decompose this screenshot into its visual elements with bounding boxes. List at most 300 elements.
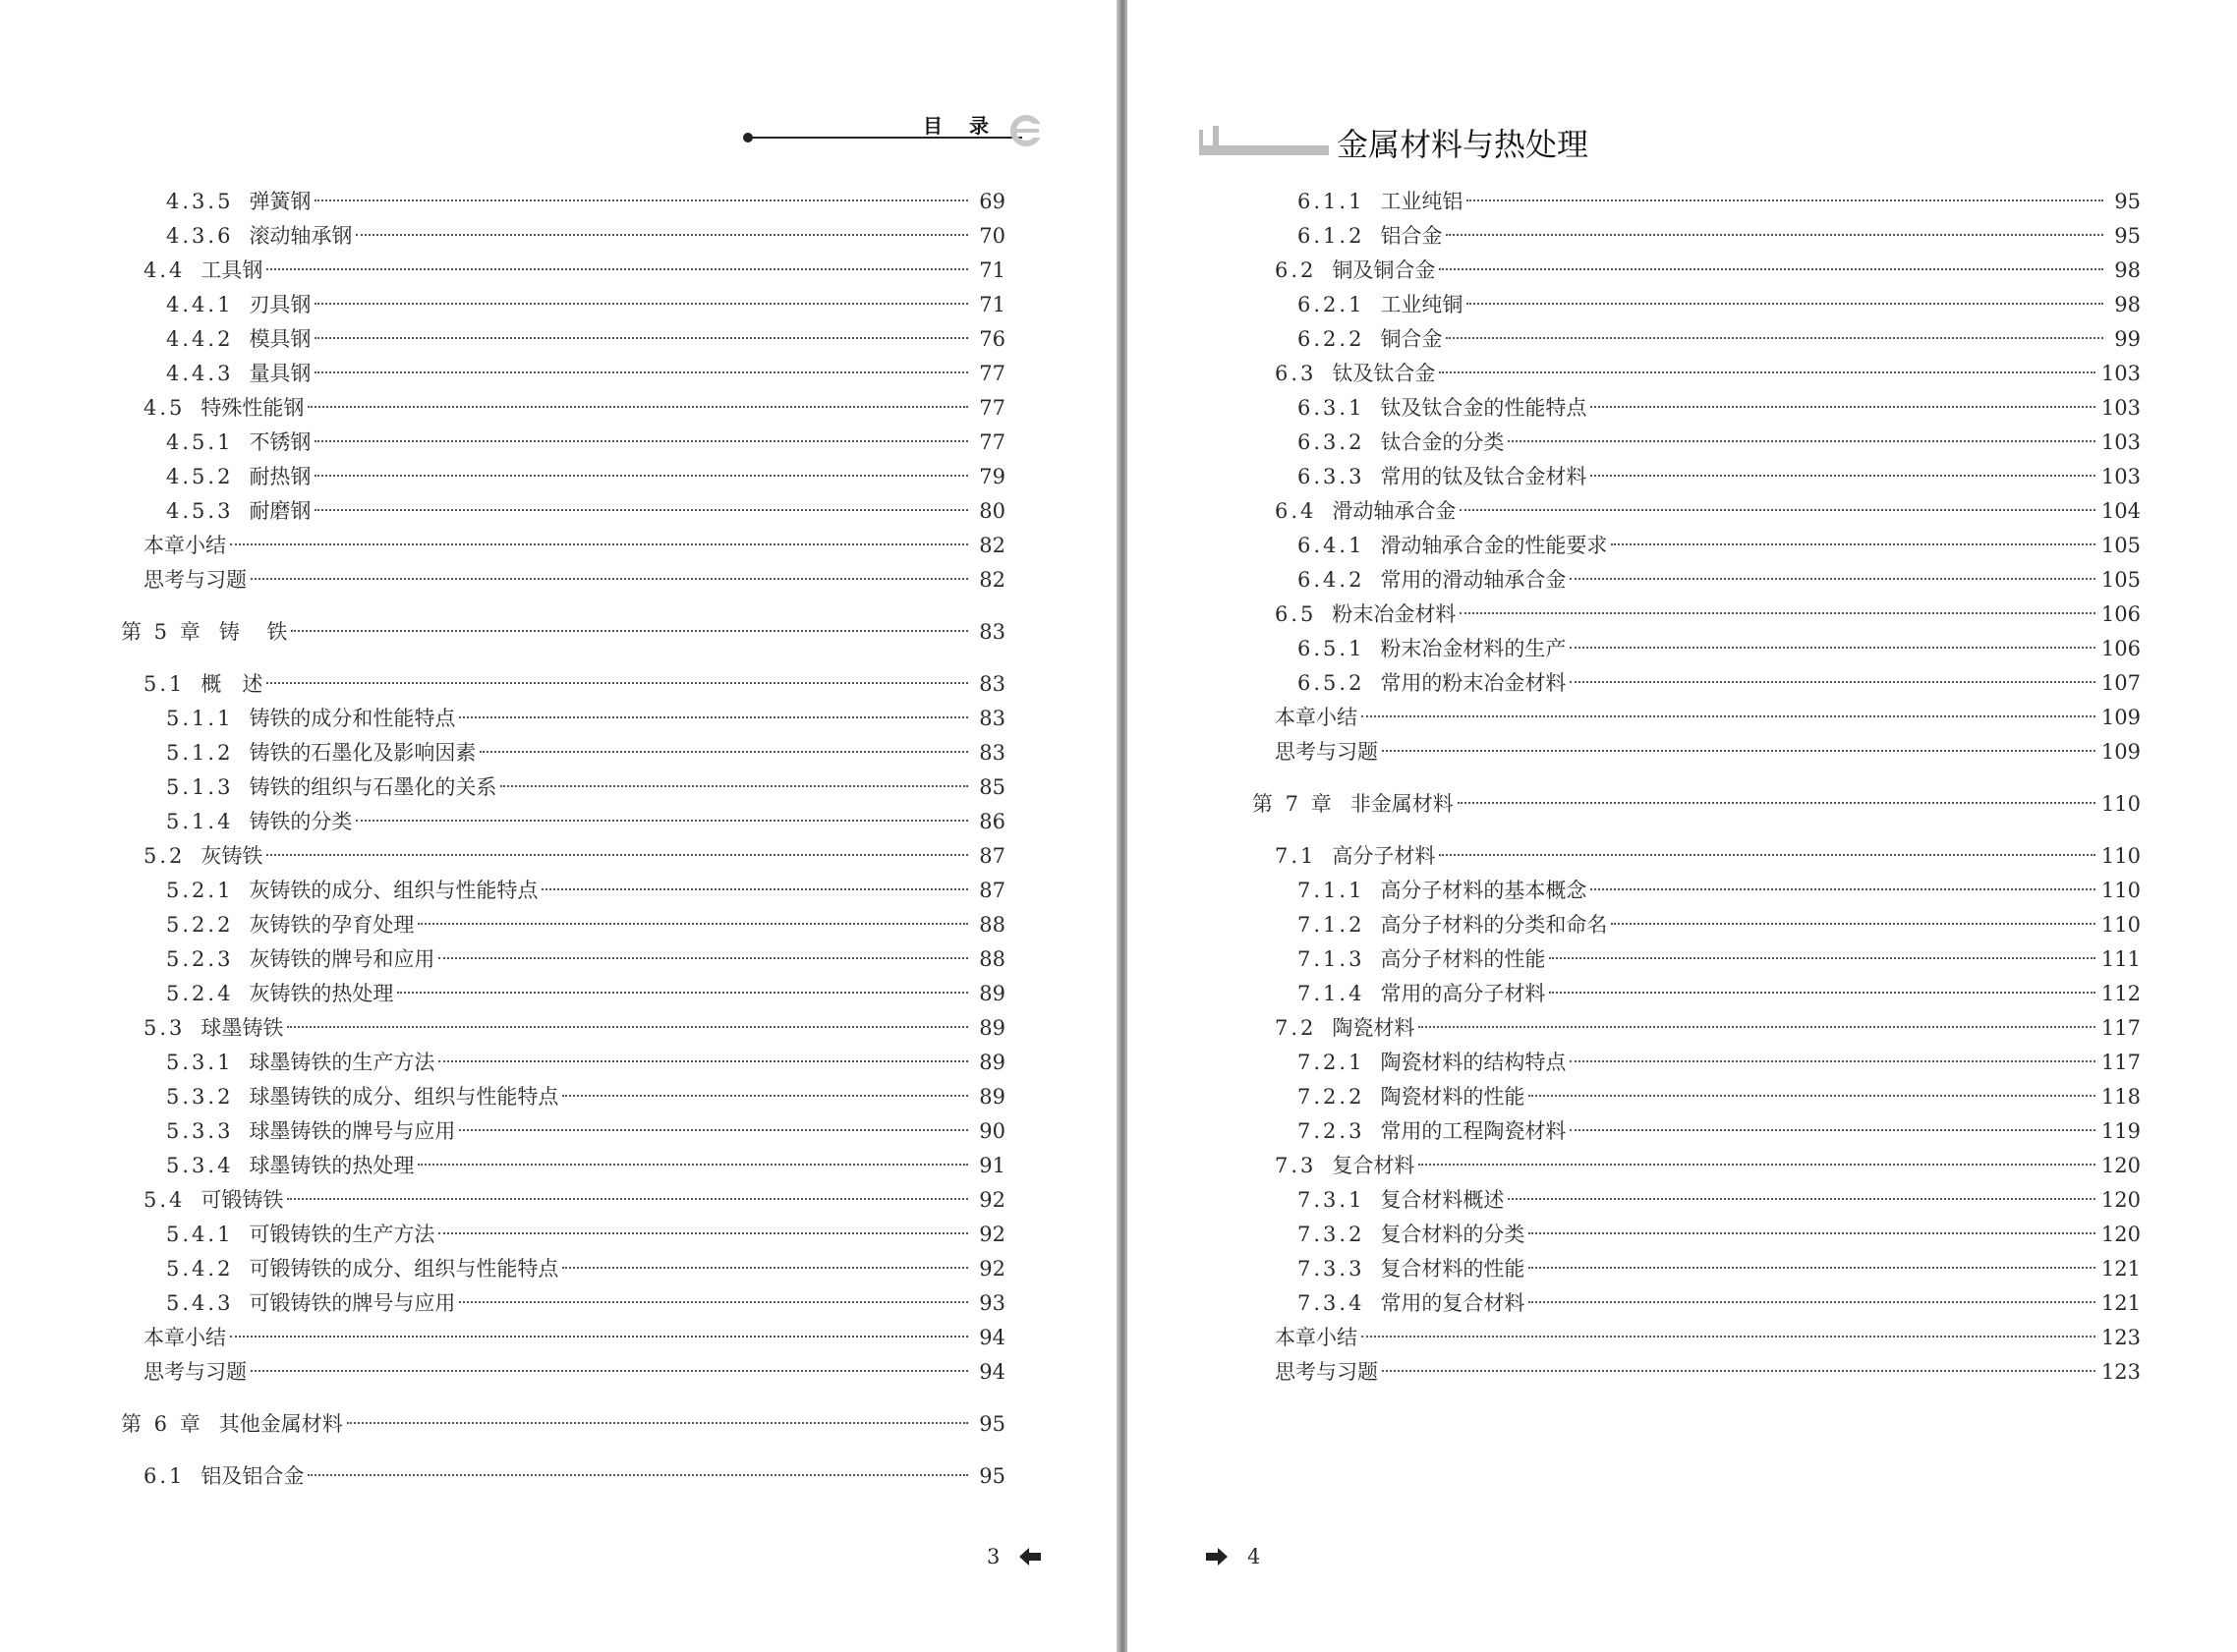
toc-entry-label — [1297, 324, 1442, 354]
toc-entry-number: 6.3 — [1275, 362, 1317, 385]
toc-entry-label — [1297, 221, 1442, 251]
leader-dots — [1528, 1232, 2094, 1234]
toc-entry-label — [1275, 1357, 1378, 1387]
toc-entry[interactable] — [1297, 427, 2141, 457]
toc-entry[interactable] — [1297, 187, 2141, 216]
toc-entry-label — [166, 1082, 558, 1111]
toc-entry-label — [143, 1323, 226, 1352]
toc-entry-label — [1297, 427, 1504, 457]
toc-entry-number: 4.5 — [143, 396, 186, 420]
toc-entry-title: 思考与习题 — [143, 1360, 247, 1384]
toc-entry[interactable] — [1275, 703, 2141, 732]
toc-entry-title: 思考与习题 — [1275, 1360, 1378, 1384]
toc-entry-label — [166, 221, 352, 251]
toc-entry-title: 本章小结 — [143, 534, 226, 557]
toc-entry-page: 105 — [2100, 534, 2141, 557]
toc-entry-page: 105 — [2100, 568, 2141, 592]
leader-dots — [1590, 406, 2094, 408]
leader-dots — [266, 854, 968, 856]
toc-entry-label — [143, 1185, 283, 1215]
toc-entry-page: 112 — [2100, 982, 2141, 1005]
toc-entry-number: 7.2 — [1275, 1016, 1317, 1040]
toc-entry[interactable] — [166, 324, 1005, 354]
toc-entry-label — [1275, 599, 1456, 629]
toc-entry-title: 滑动轴承合金的性能要求 — [1380, 534, 1608, 557]
toc-entry-number: 5.4.2 — [166, 1257, 234, 1281]
toc-entry-page: 91 — [979, 1154, 1005, 1177]
toc-entry-number: 7.1 — [1275, 844, 1317, 868]
toc-entry-title: 模具钢 — [249, 327, 312, 351]
toc-entry[interactable] — [143, 1357, 1005, 1387]
toc-entry[interactable] — [1275, 359, 2141, 388]
toc-entry-label — [166, 979, 393, 1008]
toc-entry[interactable] — [143, 669, 1005, 699]
toc-entry-label — [166, 1288, 455, 1318]
toc-entry[interactable] — [166, 910, 1005, 940]
toc-entry[interactable] — [166, 1082, 1005, 1111]
chapter-mark-icon — [1008, 114, 1042, 147]
leader-dots — [1508, 440, 2094, 442]
leader-dots — [230, 543, 968, 545]
leader-dots — [1570, 1060, 2094, 1062]
toc-entry-label — [166, 1151, 414, 1180]
toc-entry-number: 5.1 — [143, 672, 186, 696]
toc-entry-title: 复合材料 — [1332, 1154, 1415, 1177]
toc-entry-number: 5.1.1 — [166, 707, 234, 730]
toc-entry[interactable] — [166, 807, 1005, 836]
leader-dots — [315, 509, 968, 511]
toc-entry-title: 工业纯铜 — [1380, 293, 1463, 316]
left-header-title: 目 录 — [923, 114, 999, 138]
leader-dots — [1570, 647, 2094, 649]
toc-entry-title: 弹簧钢 — [249, 190, 312, 213]
toc-entry-number: 6.3.1 — [1297, 396, 1365, 420]
toc-entry-number: 5.1.3 — [166, 775, 234, 799]
toc-entry-label — [1297, 393, 1586, 423]
toc-entry[interactable] — [1297, 531, 2141, 560]
toc-entry-label — [1297, 944, 1545, 974]
toc-entry-number: 6.2.1 — [1297, 293, 1365, 316]
leader-dots — [1446, 234, 2103, 236]
toc-entry[interactable] — [1275, 496, 2141, 526]
toc-entry-label — [166, 359, 311, 388]
toc-entry-page: 83 — [979, 707, 1005, 730]
toc-entry[interactable] — [166, 704, 1005, 733]
toc-entry[interactable] — [1275, 1013, 2141, 1043]
toc-entry-number: 7.2.2 — [1297, 1085, 1365, 1109]
toc-entry-title: 复合材料的分类 — [1380, 1223, 1525, 1246]
toc-entry-label — [143, 1357, 247, 1387]
toc-entry-page: 83 — [979, 620, 1005, 644]
toc-entry-title: 可锻铸铁 — [201, 1188, 284, 1212]
toc-entry-number: 7.1.1 — [1297, 879, 1365, 902]
toc-entry-page: 123 — [2100, 1360, 2141, 1384]
toc-entry-title: 钛及钛合金的性能特点 — [1380, 396, 1587, 420]
leader-dots — [459, 1129, 968, 1131]
toc-entry[interactable] — [166, 1151, 1005, 1180]
toc-entry-number: 7.1.4 — [1297, 982, 1365, 1005]
leader-dots — [500, 785, 968, 787]
toc-entry-number: 5.2.1 — [166, 879, 234, 902]
toc-entry-page: 70 — [979, 224, 1005, 248]
toc-entry-title: 粉末冶金材料 — [1332, 602, 1457, 626]
leader-dots — [1590, 475, 2094, 477]
toc-entry-title: 常用的粉末冶金材料 — [1380, 671, 1567, 695]
toc-entry-label — [166, 1048, 434, 1077]
toc-entry[interactable] — [1275, 256, 2141, 285]
toc-entry-number: 5.3.2 — [166, 1085, 234, 1109]
toc-entry-number: 6.1.2 — [1297, 224, 1365, 248]
toc-entry-label — [166, 807, 352, 836]
toc-entry-title: 可锻铸铁的牌号与应用 — [249, 1291, 456, 1315]
toc-entry-number: 7.3.1 — [1297, 1188, 1365, 1212]
toc-entry-page: 92 — [979, 1188, 1005, 1212]
toc-entry-page: 103 — [2100, 465, 2141, 488]
toc-entry-label — [166, 1116, 455, 1146]
toc-entry-title: 非金属材料 — [1349, 792, 1454, 816]
leader-dots — [1611, 543, 2094, 545]
toc-entry-label — [1297, 1185, 1504, 1215]
toc-entry-title: 铜及铜合金 — [1332, 258, 1436, 282]
toc-entry-label — [1297, 876, 1586, 905]
toc-entry[interactable] — [1297, 876, 2141, 905]
toc-entry[interactable] — [1275, 599, 2141, 629]
toc-entry-label — [166, 496, 311, 526]
toc-entry[interactable] — [1297, 668, 2141, 698]
toc-entry[interactable] — [166, 359, 1005, 388]
toc-entry-number: 4.4.3 — [166, 362, 234, 385]
leader-dots — [356, 820, 968, 822]
left-page-header — [747, 110, 1042, 149]
toc-entry-page: 106 — [2100, 602, 2141, 626]
toc-entry-page: 106 — [2100, 637, 2141, 660]
toc-entry-number: 6.5.1 — [1297, 637, 1365, 660]
toc-entry-label — [1297, 187, 1463, 216]
toc-entry-label — [1297, 1254, 1524, 1283]
toc-entry[interactable] — [1297, 1288, 2141, 1318]
toc-entry-label — [1275, 703, 1357, 732]
toc-entry-title: 常用的滑动轴承合金 — [1380, 568, 1567, 592]
toc-entry[interactable] — [166, 738, 1005, 768]
toc-entry[interactable] — [166, 876, 1005, 905]
toc-entry-label — [1297, 1048, 1566, 1077]
toc-entry-title: 概 述 — [201, 672, 263, 696]
toc-entry[interactable] — [166, 221, 1005, 251]
leader-dots — [315, 440, 968, 442]
toc-entry[interactable] — [166, 427, 1005, 457]
toc-entry[interactable] — [1297, 944, 2141, 974]
leader-dots — [230, 1336, 968, 1338]
toc-entry-title: 常用的钛及钛合金材料 — [1380, 465, 1587, 488]
leader-dots — [1382, 1370, 2095, 1372]
toc-entry-page: 110 — [2100, 792, 2141, 816]
toc-entry-page: 93 — [979, 1291, 1005, 1315]
toc-entry[interactable] — [1297, 1048, 2141, 1077]
toc-entry-page: 94 — [979, 1360, 1005, 1384]
leader-dots — [1528, 1267, 2094, 1269]
toc-entry[interactable] — [143, 1323, 1005, 1352]
toc-entry-page: 107 — [2100, 671, 2141, 695]
toc-entry-label — [166, 324, 311, 354]
leader-dots — [347, 1422, 968, 1424]
toc-entry[interactable] — [143, 1013, 1005, 1043]
toc-entry-title: 思考与习题 — [143, 568, 247, 592]
toc-entry-label — [166, 1220, 434, 1249]
toc-entry-title: 灰铸铁 — [201, 844, 263, 868]
toc-entry[interactable] — [1297, 221, 2141, 251]
toc-entry[interactable] — [1297, 634, 2141, 663]
toc-entry-label — [143, 1013, 283, 1043]
leader-dots — [1418, 1164, 2095, 1166]
header-ornament — [1213, 126, 1219, 145]
leader-dots — [1528, 1301, 2094, 1303]
toc-entry[interactable] — [143, 565, 1005, 595]
toc-entry[interactable] — [1297, 1254, 2141, 1283]
toc-entry-page: 109 — [2100, 740, 2141, 764]
toc-entry-page: 88 — [979, 913, 1005, 937]
leader-dots — [1460, 612, 2095, 614]
toc-entry-number: 6.4.1 — [1297, 534, 1365, 557]
leader-dots — [287, 1198, 968, 1200]
leader-dots — [1570, 1129, 2094, 1131]
leader-dots — [266, 682, 968, 684]
toc-entry-label — [143, 565, 247, 595]
toc-entry-title: 铝及铝合金 — [201, 1464, 305, 1488]
leader-dots — [1446, 337, 2103, 339]
toc-entry-page: 95 — [979, 1412, 1005, 1436]
toc-entry-title: 铸铁的成分和性能特点 — [249, 707, 456, 730]
leader-dots — [480, 751, 968, 753]
leader-dots — [291, 630, 968, 632]
toc-entry-number: 7.3.3 — [1297, 1257, 1365, 1281]
toc-entry-label — [1275, 1013, 1414, 1043]
arrow-left-icon — [1019, 1548, 1041, 1566]
toc-entry-label — [166, 427, 311, 457]
toc-entry-label — [1252, 789, 1454, 819]
toc-entry-label — [1275, 1323, 1357, 1352]
toc-entry-number: 6.2 — [1275, 258, 1317, 282]
toc-entry-title: 粉末冶金材料的生产 — [1380, 637, 1567, 660]
leader-dots — [1361, 715, 2095, 717]
toc-entry-title: 复合材料概述 — [1380, 1188, 1505, 1212]
toc-entry[interactable] — [166, 496, 1005, 526]
toc-entry-page: 69 — [979, 190, 1005, 213]
toc-entry-page: 117 — [2100, 1016, 2141, 1040]
toc-entry-number: 5.1.4 — [166, 810, 234, 833]
toc-entry-title: 陶瓷材料的性能 — [1380, 1085, 1525, 1109]
toc-entry-label — [1275, 737, 1378, 767]
toc-entry-title: 常用的高分子材料 — [1380, 982, 1546, 1005]
toc-entry[interactable] — [166, 1116, 1005, 1146]
leader-dots — [1466, 199, 2103, 201]
leader-dots — [1466, 303, 2103, 305]
toc-entry-number: 6.2.2 — [1297, 327, 1365, 351]
toc-entry-label — [1297, 1116, 1566, 1146]
leader-dots — [356, 234, 968, 236]
leader-dots — [542, 888, 968, 890]
toc-entry-page: 95 — [2114, 190, 2141, 213]
toc-entry[interactable] — [1275, 1323, 2141, 1352]
leader-dots — [315, 337, 968, 339]
toc-entry-title: 球墨铸铁的热处理 — [249, 1154, 415, 1177]
toc-entry-number: 5.3 — [143, 1016, 186, 1040]
toc-entry-number: 第 6 章 — [121, 1412, 203, 1436]
leader-dots — [308, 406, 968, 408]
toc-entry-number: 6.3.3 — [1297, 465, 1365, 488]
toc-entry-page: 119 — [2100, 1119, 2141, 1143]
toc-entry-number: 7.1.3 — [1297, 947, 1365, 971]
leader-dots — [438, 957, 968, 959]
toc-entry[interactable] — [121, 617, 1005, 647]
toc-entry-number: 6.5.2 — [1297, 671, 1365, 695]
toc-entry-title: 本章小结 — [1275, 706, 1357, 729]
toc-entry-label — [1275, 359, 1435, 388]
leader-dots — [1549, 992, 2094, 994]
toc-entry-page: 99 — [2114, 327, 2141, 351]
toc-entry-title: 本章小结 — [1275, 1326, 1357, 1349]
toc-entry-page: 95 — [979, 1464, 1005, 1488]
toc-entry[interactable] — [166, 1288, 1005, 1318]
toc-entry-page: 123 — [2100, 1326, 2141, 1349]
toc-entry[interactable] — [1297, 290, 2141, 319]
toc-entry-title: 球墨铸铁的生产方法 — [249, 1051, 435, 1074]
toc-entry-title: 灰铸铁的成分、组织与性能特点 — [249, 879, 539, 902]
toc-entry[interactable] — [143, 393, 1005, 423]
toc-entry[interactable] — [1297, 324, 2141, 354]
toc-entry-number: 4.4 — [143, 258, 186, 282]
toc-entry-page: 76 — [979, 327, 1005, 351]
toc-entry[interactable] — [166, 1048, 1005, 1077]
toc-entry[interactable] — [166, 462, 1005, 491]
toc-entry-page: 110 — [2100, 844, 2141, 868]
toc-entry-number: 4.3.6 — [166, 224, 234, 248]
toc-entry[interactable] — [166, 290, 1005, 319]
toc-entry[interactable] — [166, 187, 1005, 216]
toc-entry-label — [143, 841, 262, 871]
toc-entry-label — [1275, 1151, 1414, 1180]
toc-entry-title: 灰铸铁的热处理 — [249, 982, 394, 1005]
toc-entry-title: 常用的工程陶瓷材料 — [1380, 1119, 1567, 1143]
toc-entry-title: 铜合金 — [1380, 327, 1443, 351]
toc-entry-number: 7.3 — [1275, 1154, 1317, 1177]
toc-entry[interactable] — [1252, 789, 2141, 819]
toc-entry[interactable] — [1297, 1220, 2141, 1249]
toc-entry-number: 6.1.1 — [1297, 190, 1365, 213]
toc-entry-title: 球墨铸铁的成分、组织与性能特点 — [249, 1085, 559, 1109]
toc-entry[interactable] — [1297, 393, 2141, 423]
toc-entry[interactable] — [143, 841, 1005, 871]
toc-entry[interactable] — [143, 1185, 1005, 1215]
toc-entry-title: 铸铁的石墨化及影响因素 — [249, 741, 477, 765]
toc-entry[interactable] — [166, 1220, 1005, 1249]
toc-entry-number: 6.3.2 — [1297, 430, 1365, 454]
toc-entry-page: 89 — [979, 1051, 1005, 1074]
toc-entry-page: 109 — [2100, 706, 2141, 729]
toc-entry[interactable] — [143, 531, 1005, 560]
toc-entry-page: 87 — [979, 879, 1005, 902]
toc-entry-page: 94 — [979, 1326, 1005, 1349]
toc-entry-title: 高分子材料的分类和命名 — [1380, 913, 1608, 937]
toc-entry[interactable] — [166, 979, 1005, 1008]
toc-entry[interactable] — [166, 944, 1005, 974]
toc-entry[interactable] — [1297, 462, 2141, 491]
toc-entry[interactable] — [1297, 1185, 2141, 1215]
leader-dots — [1458, 802, 2095, 804]
toc-entry[interactable] — [1297, 979, 2141, 1008]
toc-entry-page: 117 — [2100, 1051, 2141, 1074]
toc-entry-number: 5.3.3 — [166, 1119, 234, 1143]
toc-entry[interactable] — [121, 1409, 1005, 1439]
toc-entry-page: 79 — [979, 465, 1005, 488]
toc-entry[interactable] — [1275, 737, 2141, 767]
left-footer — [987, 1545, 1041, 1568]
toc-entry-page: 98 — [2114, 258, 2141, 282]
leader-dots — [1508, 1198, 2094, 1200]
toc-entry-page: 89 — [979, 1016, 1005, 1040]
toc-entry[interactable] — [1297, 1082, 2141, 1111]
toc-entry-label — [1275, 256, 1435, 285]
toc-entry[interactable] — [143, 256, 1005, 285]
toc-entry-label — [166, 910, 414, 940]
leader-dots — [251, 1370, 968, 1372]
leader-dots — [1439, 854, 2095, 856]
toc-entry-label — [166, 944, 434, 974]
toc-entry[interactable] — [1275, 841, 2141, 871]
toc-entry-label — [1297, 910, 1607, 940]
toc-entry-page: 92 — [979, 1223, 1005, 1246]
leader-dots — [1418, 1026, 2095, 1028]
toc-entry[interactable] — [166, 772, 1005, 802]
toc-entry-label — [1297, 531, 1607, 560]
toc-entry[interactable] — [1275, 1151, 2141, 1180]
leader-dots — [1439, 371, 2095, 373]
toc-entry-title: 铝合金 — [1380, 224, 1443, 248]
header-bar — [1211, 145, 1329, 155]
toc-entry-number: 4.4.2 — [166, 327, 234, 351]
toc-entry-number: 5.2.3 — [166, 947, 234, 971]
toc-entry-page: 103 — [2100, 396, 2141, 420]
toc-entry-label — [1297, 979, 1545, 1008]
toc-entry-number: 5.2.4 — [166, 982, 234, 1005]
toc-entry-title: 可锻铸铁的成分、组织与性能特点 — [249, 1257, 559, 1281]
toc-entry-page: 83 — [979, 741, 1005, 765]
leader-dots — [315, 303, 968, 305]
toc-entry[interactable] — [1297, 1116, 2141, 1146]
leader-dots — [308, 1474, 968, 1476]
toc-entry[interactable] — [1275, 1357, 2141, 1387]
toc-entry[interactable] — [143, 1461, 1005, 1491]
toc-entry-number: 7.1.2 — [1297, 913, 1365, 937]
toc-entry-page: 120 — [2100, 1154, 2141, 1177]
toc-entry-page: 92 — [979, 1257, 1005, 1281]
toc-entry-page: 77 — [979, 430, 1005, 454]
toc-entry-page: 90 — [979, 1119, 1005, 1143]
toc-entry[interactable] — [166, 1254, 1005, 1283]
leader-dots — [562, 1095, 968, 1097]
leader-dots — [397, 992, 968, 994]
toc-entry-number: 4.5.1 — [166, 430, 234, 454]
toc-entry[interactable] — [1297, 910, 2141, 940]
leader-dots — [1570, 578, 2094, 580]
leader-dots — [251, 578, 968, 580]
toc-entry-title: 球墨铸铁的牌号与应用 — [249, 1119, 456, 1143]
toc-entry-title: 复合材料的性能 — [1380, 1257, 1525, 1281]
toc-entry-number: 5.2.2 — [166, 913, 234, 937]
toc-entry-title: 滑动轴承合金 — [1332, 499, 1457, 523]
toc-entry-label — [143, 669, 262, 699]
toc-entry-number: 4.3.5 — [166, 190, 234, 213]
toc-entry[interactable] — [1297, 565, 2141, 595]
